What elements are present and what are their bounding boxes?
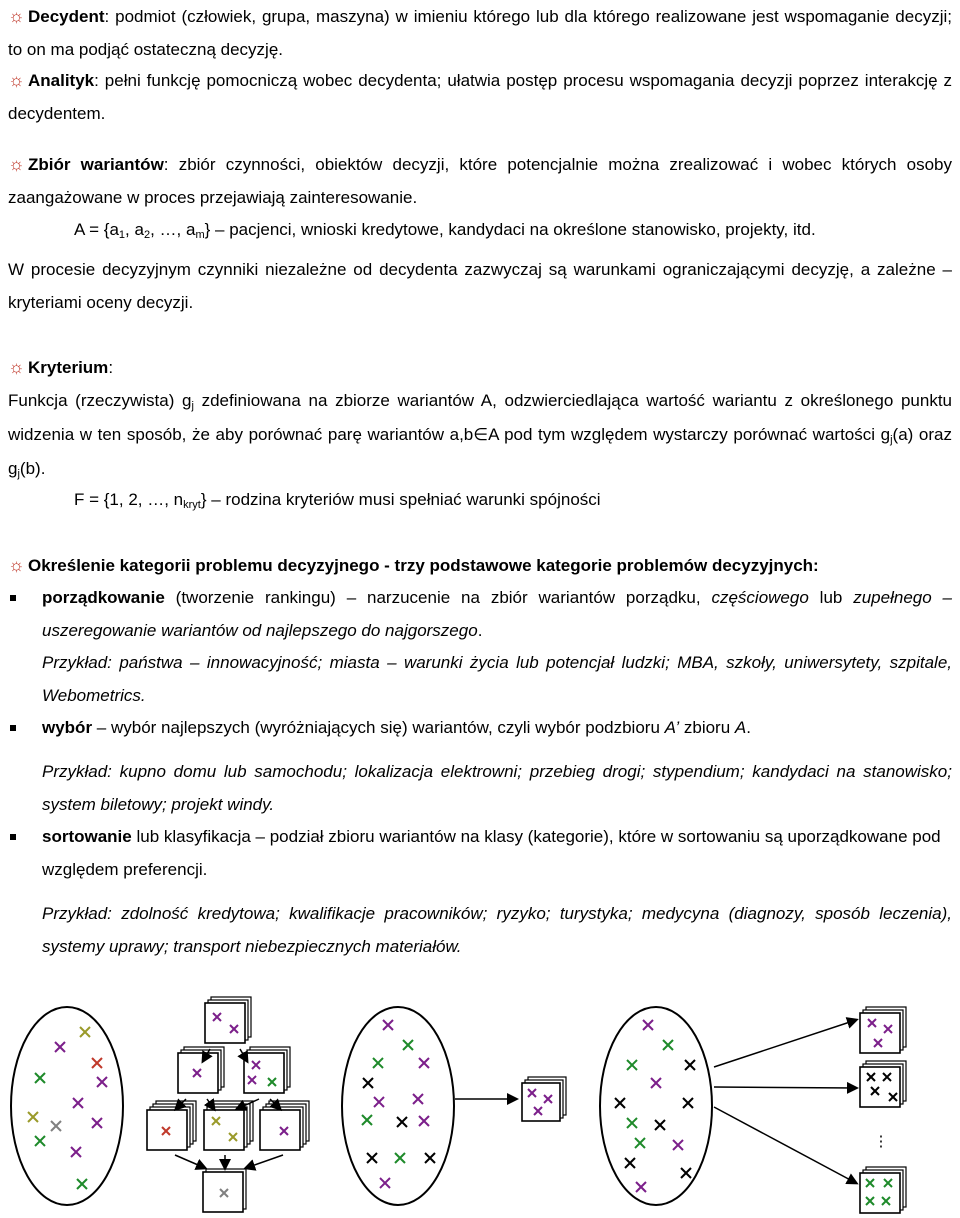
- example-wybor: Przykład: kupno domu lub samochodu; lokalizacja elektrowni; przebieg drogi; stypendium; kandydaci na stanowisko; system biletowy; projekt windy.: [42, 762, 952, 814]
- cross-mark-icon: [683, 1098, 693, 1108]
- alternative-box: [204, 1101, 253, 1150]
- cross-mark-icon: [367, 1153, 377, 1163]
- criteria-family-formula: F = {1, 2, …, nkryt} – rodzina kryteriów musi spełniać warunki spójności: [74, 490, 601, 511]
- list-item-wybor: wybór – wybór najlepszych (wyróżniających się) wariantów, czyli wybór podzbioru A’ zbioru A.: [8, 712, 952, 745]
- cross-mark-icon: [363, 1078, 373, 1088]
- cross-mark-icon: [403, 1040, 413, 1050]
- sun-bullet-icon: ☼: [8, 6, 25, 26]
- cross-mark-icon: [397, 1117, 407, 1127]
- more-classes-ellipsis: ⋮: [873, 1133, 889, 1150]
- cross-mark-icon: [374, 1097, 384, 1107]
- cross-mark-icon: [51, 1121, 61, 1131]
- kategorie-heading: ☼ Określenie kategorii problemu decyzyjnego - trzy podstawowe kategorie problemów decyzyjnych:: [8, 549, 952, 583]
- cross-mark-icon: [35, 1073, 45, 1083]
- decision-problems-illustration: [0, 995, 960, 1218]
- kryterium-definition: Funkcja (rzeczywista) gj zdefiniowana na zbiorze wariantów A, odzwierciedlająca wartość wariantu z określonego punktu widzenia w ten sposób, że aby porównać parę wariantów a,b∈A pod tym względem wystarczy porównać wartości gj(a) oraz gj(b).: [8, 391, 952, 480]
- cross-mark-icon: [419, 1058, 429, 1068]
- example-sortowanie: Przykład: zdolność kredytowa; kwalifikacje pracowników; ryzyko; turystyka; medycyna (diagnozy, sposób leczenia), systemy uprawy; transport niebezpiecznych materiałów.: [42, 904, 952, 956]
- alternative-box: [244, 1047, 290, 1093]
- alternative-box: [205, 997, 251, 1043]
- cross-mark-icon: [627, 1060, 637, 1070]
- set-ellipse: [342, 1007, 454, 1205]
- zbior-note: W procesie decyzyjnym czynniki niezależne od decydenta zazwyczaj są warunkami ograniczającymi decyzję, a zależne – kryteriami oceny decyzji.: [8, 260, 952, 312]
- cross-mark-icon: [643, 1020, 653, 1030]
- cross-mark-icon: [97, 1077, 107, 1087]
- cross-mark-icon: [80, 1027, 90, 1037]
- cross-mark-icon: [681, 1168, 691, 1178]
- element-of-symbol: ∈: [473, 425, 489, 444]
- cross-mark-icon: [380, 1178, 390, 1188]
- cross-mark-icon: [615, 1098, 625, 1108]
- sun-bullet-icon: ☼: [8, 154, 25, 174]
- square-bullet-icon: [10, 725, 16, 731]
- cross-mark-icon: [663, 1040, 673, 1050]
- alternative-box: [860, 1061, 906, 1107]
- sun-bullet-icon: ☼: [8, 70, 25, 90]
- alternative-box: [203, 1169, 246, 1212]
- cross-mark-icon: [419, 1116, 429, 1126]
- cross-mark-icon: [685, 1060, 695, 1070]
- alternative-box: [260, 1101, 309, 1150]
- class-arrow-1: [714, 1020, 856, 1067]
- class-arrow-2: [714, 1087, 856, 1088]
- cross-mark-icon: [362, 1115, 372, 1125]
- list-item-sortowanie: sortowanie lub klasyfikacja – podział zbioru wariantów na klasy (kategorie), które w sortowaniu są uporządkowane pod względem preferencji.: [8, 821, 952, 886]
- sun-bullet-icon: ☼: [8, 555, 25, 575]
- zbior-text: : zbiór czynności, obiektów decyzji, które potencjalnie można zrealizować i wobec których osoby zaangażowane w proces przejawiają zainteresowanie.: [8, 155, 952, 207]
- square-bullet-icon: [10, 834, 16, 840]
- cross-mark-icon: [651, 1078, 661, 1088]
- cross-mark-icon: [35, 1136, 45, 1146]
- cross-mark-icon: [413, 1094, 423, 1104]
- sorting-figure: [600, 1007, 906, 1213]
- illustration-svg: [0, 995, 960, 1218]
- zbior-term: Zbiór wariantów: [28, 155, 164, 174]
- ranking-figure: [147, 997, 309, 1212]
- analityk-paragraph: [8, 64, 952, 130]
- cross-mark-icon: [55, 1042, 65, 1052]
- cross-mark-icon: [673, 1140, 683, 1150]
- list-item-porzadkowanie: porządkowanie (tworzenie rankingu) – narzucenie na zbiór wariantów porządku, częściowego lub zupełnego – uszeregowanie wariantów od najlepszego do najgorszego.: [8, 582, 952, 647]
- square-bullet-icon: [10, 595, 16, 601]
- cross-mark-icon: [625, 1158, 635, 1168]
- alternative-box: [178, 1047, 224, 1093]
- cross-mark-icon: [636, 1182, 646, 1192]
- sun-bullet-icon: ☼: [8, 357, 25, 377]
- cross-mark-icon: [92, 1118, 102, 1128]
- cross-mark-icon: [635, 1138, 645, 1148]
- analityk-term: Analityk: [28, 71, 95, 90]
- cross-mark-icon: [655, 1120, 665, 1130]
- choice-figure: [342, 1007, 566, 1205]
- alternative-box: [860, 1167, 906, 1213]
- cross-mark-icon: [71, 1147, 81, 1157]
- cross-mark-icon: [28, 1112, 38, 1122]
- decydent-text: : podmiot (człowiek, grupa, maszyna) w imieniu którego lub dla którego realizowane jest wspomaganie decyzji; to on ma podjąć ostateczną decyzję.: [8, 7, 952, 59]
- kryterium-heading: ☼ Kryterium:: [8, 351, 952, 385]
- cross-mark-icon: [77, 1179, 87, 1189]
- cross-mark-icon: [73, 1098, 83, 1108]
- cross-mark-icon: [425, 1153, 435, 1163]
- decydent-term: Decydent: [28, 7, 105, 26]
- set-ellipse: [11, 1007, 123, 1205]
- alternative-box: [147, 1101, 196, 1150]
- cross-mark-icon: [395, 1153, 405, 1163]
- set-a-formula: A = {a1, a2, …, am} – pacjenci, wnioski kredytowe, kandydaci na określone stanowisko, projekty, itd.: [74, 220, 816, 241]
- class-arrow-3: [714, 1107, 856, 1183]
- alternative-box: [860, 1007, 906, 1053]
- cross-mark-icon: [627, 1118, 637, 1128]
- decydent-paragraph: [8, 0, 952, 66]
- analityk-text: : pełni funkcję pomocniczą wobec decydenta; ułatwia postęp procesu wspomagania decyzji poprzez interakcję z decydentem.: [8, 71, 952, 123]
- alternatives-set-figure: [11, 1007, 123, 1205]
- zbior-paragraph: [8, 148, 952, 214]
- alternative-box: [522, 1077, 566, 1121]
- cross-mark-icon: [92, 1058, 102, 1068]
- cross-mark-icon: [373, 1058, 383, 1068]
- cross-mark-icon: [383, 1020, 393, 1030]
- example-porzadkowanie: Przykład: państwa – innowacyjność; miasta – warunki życia lub potencjał ludzki; MBA, szkoły, uniwersytety, szpitale, Webometrics.: [42, 653, 952, 705]
- kryterium-term: Kryterium: [28, 358, 109, 377]
